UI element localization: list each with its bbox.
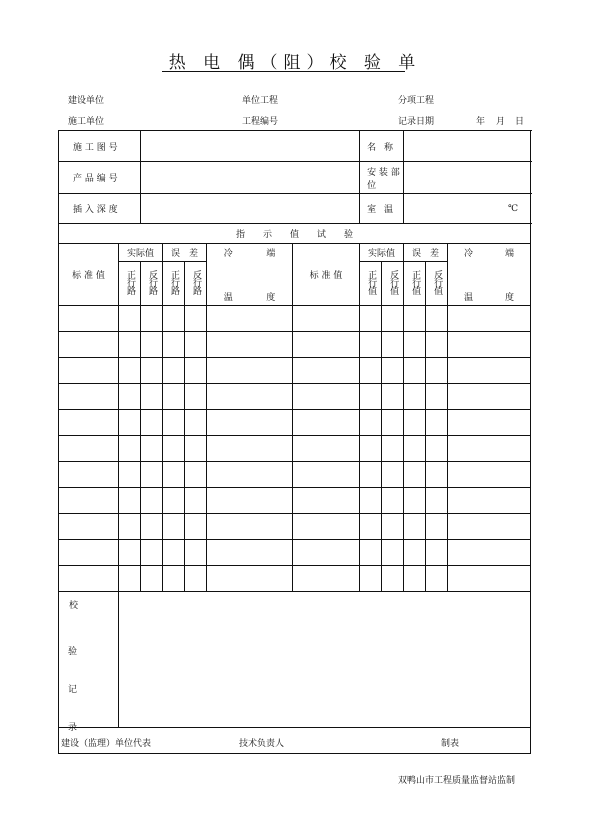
footer-issuer: 双鸭山市工程质量监督站监制 xyxy=(398,776,516,786)
table-cell[interactable] xyxy=(59,332,119,358)
table-cell[interactable] xyxy=(163,306,185,332)
form-title: 热 电 偶（阻）校 验 单 xyxy=(168,53,422,73)
project-no-label: 工程编号 xyxy=(242,117,279,127)
record-label xyxy=(59,592,119,728)
table-cell[interactable] xyxy=(185,514,207,540)
table-cell[interactable] xyxy=(448,462,531,488)
table-cell[interactable] xyxy=(141,358,163,384)
table-cell[interactable] xyxy=(382,384,404,410)
month-label: 月 xyxy=(496,117,506,127)
table-cell[interactable] xyxy=(141,488,163,514)
table-cell[interactable] xyxy=(448,332,531,358)
table-cell[interactable] xyxy=(293,462,360,488)
cold-temp-header-right xyxy=(448,244,531,306)
maker-label: 制表 xyxy=(441,739,460,749)
rev-path-header: 反行路 xyxy=(147,270,157,294)
table-row xyxy=(59,306,531,332)
table-cell[interactable] xyxy=(59,436,119,462)
table-row xyxy=(59,436,531,462)
table-cell[interactable] xyxy=(293,410,360,436)
table-cell[interactable] xyxy=(448,410,531,436)
record-date-label: 记录日期 xyxy=(398,117,435,127)
table-cell[interactable] xyxy=(448,488,531,514)
table-cell[interactable] xyxy=(426,566,448,592)
table-cell[interactable] xyxy=(426,514,448,540)
table-cell[interactable] xyxy=(141,462,163,488)
table-cell[interactable] xyxy=(59,566,119,592)
actual-header-left: 实际值 xyxy=(119,244,163,262)
table-cell[interactable] xyxy=(293,332,360,358)
table-cell[interactable] xyxy=(59,540,119,566)
table-cell[interactable] xyxy=(404,462,426,488)
table-cell[interactable] xyxy=(119,514,141,540)
table-cell[interactable] xyxy=(404,384,426,410)
room-label-2: 温 xyxy=(384,205,394,215)
table-cell[interactable] xyxy=(404,514,426,540)
table-cell[interactable] xyxy=(59,410,119,436)
table-cell[interactable] xyxy=(404,566,426,592)
insert-depth-value[interactable] xyxy=(141,194,360,224)
cold-label-2: 端 xyxy=(266,249,276,259)
table-cell[interactable] xyxy=(185,488,207,514)
room-label-1: 室 xyxy=(367,205,377,215)
table-cell[interactable] xyxy=(207,462,293,488)
record-char-3: 记 xyxy=(68,685,78,695)
table-cell[interactable] xyxy=(119,436,141,462)
celsius-unit: ℃ xyxy=(507,203,519,214)
table-cell[interactable] xyxy=(119,384,141,410)
cold-temp-header-left xyxy=(207,244,293,306)
table-cell[interactable] xyxy=(293,384,360,410)
table-cell[interactable] xyxy=(426,488,448,514)
table-cell[interactable] xyxy=(119,566,141,592)
table-row xyxy=(59,566,531,592)
table-cell[interactable] xyxy=(293,436,360,462)
table-cell[interactable] xyxy=(163,488,185,514)
table-row xyxy=(59,540,531,566)
table-cell[interactable] xyxy=(185,306,207,332)
table-cell[interactable] xyxy=(382,358,404,384)
table-row xyxy=(59,488,531,514)
table-cell[interactable] xyxy=(207,332,293,358)
table-cell[interactable] xyxy=(426,462,448,488)
construction-unit-label: 建设单位 xyxy=(68,96,105,106)
temp-label-1: 温 xyxy=(464,293,474,303)
tech-label: 技术负责人 xyxy=(239,739,285,749)
table-cell[interactable] xyxy=(185,332,207,358)
room-temp-label xyxy=(360,194,404,224)
table-cell[interactable] xyxy=(426,306,448,332)
table-cell[interactable] xyxy=(404,488,426,514)
table-cell[interactable] xyxy=(185,436,207,462)
temp-label-1: 温 xyxy=(223,293,233,303)
table-cell[interactable] xyxy=(426,358,448,384)
table-cell[interactable] xyxy=(360,358,382,384)
table-cell[interactable] xyxy=(360,488,382,514)
table-cell[interactable] xyxy=(59,358,119,384)
table-cell[interactable] xyxy=(360,332,382,358)
cold-label-1: 冷 xyxy=(464,249,474,259)
table-cell[interactable] xyxy=(163,566,185,592)
table-cell[interactable] xyxy=(448,358,531,384)
record-char-1: 校 xyxy=(69,601,79,611)
table-cell[interactable] xyxy=(426,540,448,566)
rev-path-error-header: 反行路 xyxy=(191,270,201,294)
table-cell[interactable] xyxy=(207,540,293,566)
table-cell[interactable] xyxy=(404,332,426,358)
table-cell[interactable] xyxy=(119,540,141,566)
table-cell[interactable] xyxy=(207,514,293,540)
table-cell[interactable] xyxy=(185,540,207,566)
unit-project-label: 单位工程 xyxy=(242,96,279,106)
table-cell[interactable] xyxy=(59,306,119,332)
table-cell[interactable] xyxy=(360,436,382,462)
rep-label: 建设（监理）单位代表 xyxy=(61,739,152,749)
indicator-test-header: 指 示 值 试 验 xyxy=(59,224,531,244)
table-row xyxy=(59,410,531,436)
insert-depth-label: 插 入 深 度 xyxy=(59,194,141,224)
install-pos-value[interactable] xyxy=(404,162,531,194)
cold-label-2: 端 xyxy=(505,249,515,259)
fwd-path-header: 正行路 xyxy=(125,270,135,294)
table-cell[interactable] xyxy=(119,462,141,488)
table-cell[interactable] xyxy=(119,410,141,436)
name-label xyxy=(360,131,404,162)
builder-unit-label: 施工单位 xyxy=(68,117,105,127)
table-row xyxy=(59,332,531,358)
table-cell[interactable] xyxy=(185,462,207,488)
table-cell[interactable] xyxy=(207,358,293,384)
table-cell[interactable] xyxy=(382,462,404,488)
table-cell[interactable] xyxy=(426,410,448,436)
name-value[interactable] xyxy=(404,131,531,162)
table-cell[interactable] xyxy=(119,488,141,514)
table-cell[interactable] xyxy=(163,436,185,462)
table-cell[interactable] xyxy=(163,462,185,488)
table-cell[interactable] xyxy=(163,540,185,566)
table-cell[interactable] xyxy=(163,384,185,410)
table-cell[interactable] xyxy=(448,514,531,540)
table-cell[interactable] xyxy=(207,410,293,436)
cold-label-1: 冷 xyxy=(223,249,233,259)
table-cell[interactable] xyxy=(293,488,360,514)
table-cell[interactable] xyxy=(382,566,404,592)
table-row xyxy=(59,358,531,384)
rev-value-error-header: 反行值 xyxy=(432,270,443,294)
temp-label-2: 度 xyxy=(266,293,276,303)
table-cell[interactable] xyxy=(59,514,119,540)
actual-header-right: 实际值 xyxy=(360,244,404,262)
install-pos-label: 安 装 部 位 xyxy=(360,162,404,194)
table-cell[interactable] xyxy=(293,540,360,566)
drawing-no-label: 施 工 图 号 xyxy=(59,131,141,162)
name-label-2: 称 xyxy=(384,142,394,153)
name-label-1: 名 xyxy=(367,142,377,153)
error-header-right: 误 差 xyxy=(404,244,448,262)
table-cell[interactable] xyxy=(163,358,185,384)
table-cell[interactable] xyxy=(382,410,404,436)
record-area[interactable] xyxy=(119,592,531,728)
table-cell[interactable] xyxy=(293,306,360,332)
fwd-path-error-header: 正行路 xyxy=(169,270,179,294)
table-cell[interactable] xyxy=(185,384,207,410)
table-cell[interactable] xyxy=(360,410,382,436)
table-cell[interactable] xyxy=(119,306,141,332)
table-cell[interactable] xyxy=(404,306,426,332)
table-cell[interactable] xyxy=(404,436,426,462)
table-cell[interactable] xyxy=(141,540,163,566)
fwd-value-header: 正行值 xyxy=(366,270,377,294)
table-cell[interactable] xyxy=(360,384,382,410)
table-cell[interactable] xyxy=(207,306,293,332)
year-label: 年 xyxy=(476,117,486,127)
std-value-header-left: 标 准 值 xyxy=(59,244,119,306)
table-cell[interactable] xyxy=(448,384,531,410)
table-cell[interactable] xyxy=(426,436,448,462)
table-cell[interactable] xyxy=(185,410,207,436)
record-char-4: 录 xyxy=(68,723,78,733)
calibration-form xyxy=(58,130,531,754)
table-cell[interactable] xyxy=(448,306,531,332)
table-cell[interactable] xyxy=(360,462,382,488)
std-value-header-right: 标 准 值 xyxy=(293,244,360,306)
table-cell[interactable] xyxy=(141,410,163,436)
table-cell[interactable] xyxy=(141,514,163,540)
product-no-value[interactable] xyxy=(141,162,360,194)
table-row xyxy=(59,462,531,488)
table-cell[interactable] xyxy=(141,306,163,332)
table-cell[interactable] xyxy=(293,358,360,384)
table-cell[interactable] xyxy=(426,384,448,410)
sign-row xyxy=(59,728,531,754)
table-cell[interactable] xyxy=(360,514,382,540)
room-temp-value[interactable] xyxy=(404,194,531,224)
table-cell[interactable] xyxy=(163,514,185,540)
table-cell[interactable] xyxy=(163,332,185,358)
table-row xyxy=(59,514,531,540)
table-cell[interactable] xyxy=(293,566,360,592)
table-cell[interactable] xyxy=(141,384,163,410)
table-cell[interactable] xyxy=(448,566,531,592)
day-label: 日 xyxy=(515,117,525,127)
table-cell[interactable] xyxy=(448,436,531,462)
table-cell[interactable] xyxy=(404,358,426,384)
table-cell[interactable] xyxy=(185,566,207,592)
table-cell[interactable] xyxy=(207,384,293,410)
table-cell[interactable] xyxy=(163,410,185,436)
table-cell[interactable] xyxy=(382,332,404,358)
table-cell[interactable] xyxy=(119,358,141,384)
record-char-2: 验 xyxy=(68,647,78,657)
table-cell[interactable] xyxy=(382,514,404,540)
table-cell[interactable] xyxy=(360,540,382,566)
table-cell[interactable] xyxy=(59,462,119,488)
sub-project-label: 分项工程 xyxy=(398,96,435,106)
table-cell[interactable] xyxy=(404,540,426,566)
temp-label-2: 度 xyxy=(505,293,515,303)
table-cell[interactable] xyxy=(426,332,448,358)
table-cell[interactable] xyxy=(448,540,531,566)
test-data-rows xyxy=(59,306,531,592)
table-cell[interactable] xyxy=(293,514,360,540)
table-cell[interactable] xyxy=(185,358,207,384)
table-cell[interactable] xyxy=(59,384,119,410)
drawing-no-value[interactable] xyxy=(141,131,360,162)
table-row xyxy=(59,384,531,410)
table-cell[interactable] xyxy=(360,566,382,592)
table-cell[interactable] xyxy=(141,436,163,462)
table-cell[interactable] xyxy=(141,566,163,592)
table-cell[interactable] xyxy=(119,332,141,358)
table-cell[interactable] xyxy=(382,488,404,514)
product-no-label: 产 品 编 号 xyxy=(59,162,141,194)
rev-value-header: 反行值 xyxy=(388,270,399,294)
table-cell[interactable] xyxy=(404,410,426,436)
table-cell[interactable] xyxy=(382,540,404,566)
table-cell[interactable] xyxy=(382,436,404,462)
fwd-value-error-header: 正行值 xyxy=(410,270,421,294)
table-cell[interactable] xyxy=(207,488,293,514)
title-underline xyxy=(162,71,405,72)
table-cell[interactable] xyxy=(207,436,293,462)
table-cell[interactable] xyxy=(59,488,119,514)
table-cell[interactable] xyxy=(207,566,293,592)
table-cell[interactable] xyxy=(141,332,163,358)
error-header-left: 误 差 xyxy=(163,244,207,262)
table-cell[interactable] xyxy=(360,306,382,332)
table-cell[interactable] xyxy=(382,306,404,332)
